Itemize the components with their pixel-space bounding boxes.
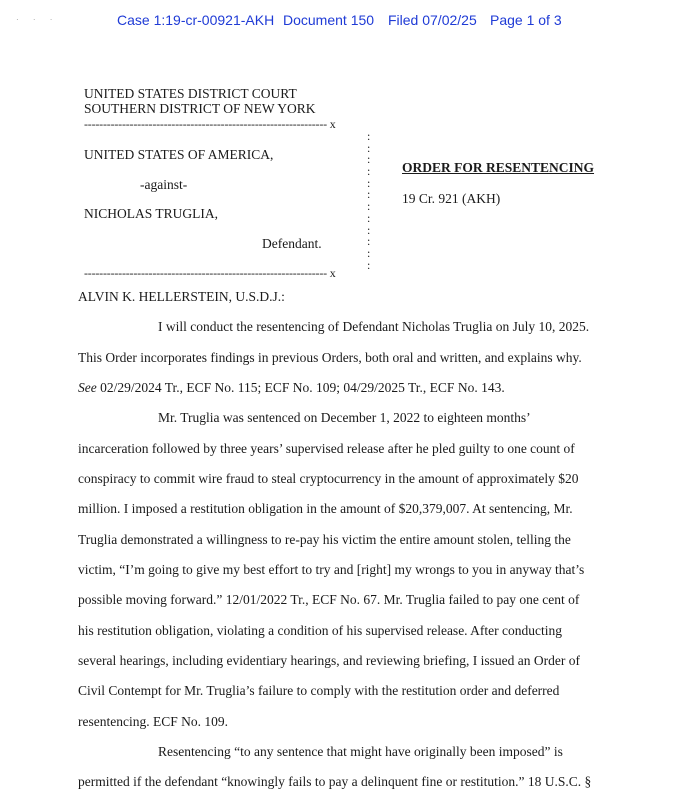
body-line: Resentencing “to any sentence that might have originally been imposed” is	[158, 744, 563, 759]
header-case-number: Case 1:19-cr-00921-AKH	[117, 12, 275, 28]
citation-text: 02/29/2024 Tr., ECF No. 115; ECF No. 109; 04/29/2025 Tr., ECF No. 143.	[100, 380, 505, 395]
caption-defendant-name: NICHOLAS TRUGLIA,	[84, 206, 218, 221]
header-filed-date: Filed 07/02/25	[388, 12, 477, 28]
caption-plaintiff: UNITED STATES OF AMERICA,	[84, 147, 274, 162]
body-line: his restitution obligation, violating a condition of his supervised release. After conducting	[78, 623, 563, 638]
body-line: Mr. Truglia was sentenced on December 1, 2022 to eighteen months’	[158, 410, 531, 425]
caption-defendant-label: Defendant.	[262, 236, 322, 251]
body-line: This Order incorporates findings in previous Orders, both oral and written, and explains why.	[78, 350, 582, 365]
case-number: 19 Cr. 921 (AKH)	[402, 191, 501, 206]
body-line: conspiracy to commit wire fraud to steal cryptocurrency in the amount of approximately $20	[78, 471, 579, 486]
see-signal: See	[78, 380, 97, 395]
body-line: possible moving forward.” 12/01/2022 Tr., ECF No. 67. Mr. Truglia failed to pay one cent of	[78, 592, 580, 607]
court-name-line1: UNITED STATES DISTRICT COURT	[84, 86, 297, 101]
body-line: several hearings, including evidentiary hearings, and reviewing briefing, I issued an Order of	[78, 653, 580, 668]
caption-colon-column: : : : : : : : : : : : :	[367, 129, 371, 272]
header-page-number: Page 1 of 3	[490, 12, 562, 28]
court-name-line2: SOUTHERN DISTRICT OF NEW YORK	[84, 101, 316, 116]
body-line: I will conduct the resentencing of Defendant Nicholas Truglia on July 10, 2025.	[158, 319, 590, 334]
body-line-citation	[78, 380, 505, 396]
body-line: permitted if the defendant “knowingly fails to pay a delinquent fine or restitution.” 18 U.S.C. §	[78, 774, 592, 789]
body-line: resentencing. ECF No. 109.	[78, 714, 228, 729]
judge-name: ALVIN K. HELLERSTEIN, U.S.D.J.:	[78, 289, 285, 304]
header-document-number: Document 150	[283, 12, 375, 28]
body-line: incarceration followed by three years’ supervised release after he pled guilty to one count of	[78, 441, 575, 456]
body-line: Truglia demonstrated a willingness to re-pay his victim the entire amount stolen, telling the	[78, 532, 571, 547]
order-title: ORDER FOR RESENTENCING	[402, 160, 595, 175]
body-line: Civil Contempt for Mr. Truglia’s failure to comply with the restitution order and deferred	[78, 683, 560, 698]
scan-artifacts: · · ·	[16, 15, 59, 24]
caption-divider-bottom: ---------------------------------------------------------------- x	[84, 266, 336, 280]
body-line: million. I imposed a restitution obligation in the amount of $20,379,007. At sentencing, Mr.	[78, 501, 573, 516]
body-line: victim, “I’m going to give my best effort to try and [right] my wrongs to you in anyway that’s	[78, 562, 585, 577]
caption-against: -against-	[140, 177, 188, 192]
caption-divider-top: ---------------------------------------------------------------- x	[84, 117, 336, 131]
